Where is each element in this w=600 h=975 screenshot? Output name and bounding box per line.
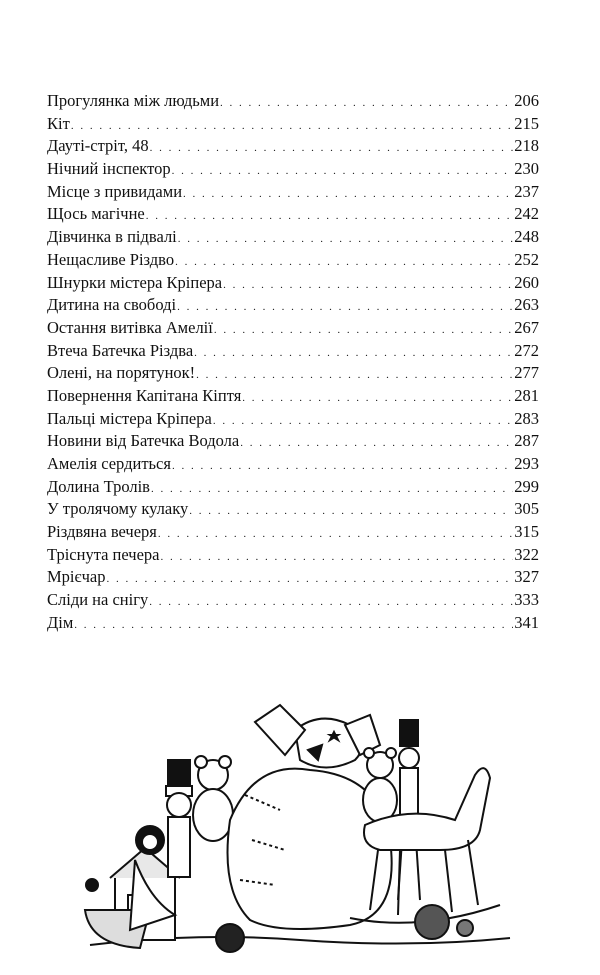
- toc-entry-title: Тріснута печера: [47, 544, 160, 564]
- toc-entry-title: Кіт: [47, 113, 70, 133]
- toc-entry[interactable]: [47, 158, 539, 181]
- toc-entry[interactable]: [47, 362, 539, 385]
- toc-entry-title: Прогулянка між людьми: [47, 91, 220, 110]
- toc-entry[interactable]: [47, 181, 539, 204]
- toc-entry-title: Новини від Батечка Водола: [47, 431, 240, 451]
- toy-pile-illustration: [80, 700, 520, 970]
- toc-leader-dots: [158, 523, 513, 546]
- toc-entry[interactable]: [47, 113, 539, 136]
- toc-leader-dots: [242, 387, 513, 410]
- toc-leader-dots: [151, 478, 513, 501]
- toc-leader-dots: [161, 546, 514, 569]
- toc-entry[interactable]: [47, 226, 539, 249]
- toc-entry-page: 281: [514, 385, 539, 405]
- toc-entry-page: 206: [514, 91, 539, 110]
- toc-entry-title: Шнурки містера Кріпера: [47, 272, 223, 292]
- toc-entry-title: Пальці містера Кріпера: [47, 408, 212, 428]
- toc-entry[interactable]: [47, 408, 539, 431]
- toc-leader-dots: [172, 455, 513, 478]
- toc-leader-dots: [213, 410, 513, 433]
- toc-entry-title: Дім: [47, 612, 74, 632]
- toc-leader-dots: [178, 228, 513, 251]
- toc-entry-title: У тролячому кулаку: [47, 499, 189, 519]
- toc-entry[interactable]: [47, 498, 539, 521]
- toc-leader-dots: [189, 500, 513, 523]
- toc-leader-dots: [214, 319, 513, 342]
- toc-entry[interactable]: [47, 135, 539, 158]
- toc-entry-title: Повернення Капітана Кіптя: [47, 385, 242, 405]
- toc-entry-page: 287: [514, 431, 539, 451]
- toc-leader-dots: [194, 342, 513, 365]
- toc-entry-page: 252: [514, 249, 539, 269]
- toc-leader-dots: [172, 160, 514, 183]
- toc-leader-dots: [220, 92, 513, 115]
- toc-entry-page: 242: [514, 204, 539, 224]
- toc-leader-dots: [223, 274, 513, 297]
- toc-entry[interactable]: [47, 430, 539, 453]
- toc-entry-title: Місце з привидами: [47, 181, 183, 201]
- toc-entry[interactable]: [47, 317, 539, 340]
- toc-leader-dots: [106, 568, 513, 591]
- toc-entry[interactable]: [47, 612, 539, 635]
- toc-entry-title: Дитина на свободі: [47, 295, 177, 315]
- toc-entry-title: Втеча Батечка Різдва: [47, 340, 194, 360]
- toc-entry-page: 267: [514, 317, 539, 337]
- toc-entry-title: Мрієчар: [47, 567, 106, 587]
- toc-entry[interactable]: [47, 385, 539, 408]
- toc-entry-page: 263: [514, 295, 539, 315]
- toc-leader-dots: [150, 137, 514, 160]
- toc-entry-title: Різдвяна вечеря: [47, 522, 157, 542]
- toc-entry-title: Дауті-стріт, 48: [47, 136, 149, 156]
- toc-entry[interactable]: [47, 544, 539, 567]
- toc-entry-title: Олені, на порятунок!: [47, 363, 196, 383]
- toc-entry-title: Долина Тролів: [47, 476, 150, 496]
- toc-entry[interactable]: [47, 521, 539, 544]
- toc-entry-page: 293: [514, 454, 539, 473]
- toc-entry[interactable]: [47, 249, 539, 272]
- toc-entry-page: 315: [514, 522, 539, 542]
- toc-entry-page: 237: [514, 181, 539, 201]
- toc-entry-page: 305: [514, 499, 539, 519]
- toc-entry[interactable]: [47, 294, 539, 317]
- toc-leader-dots: [149, 591, 513, 614]
- toc-entry-title: Нещасливе Різдво: [47, 249, 175, 269]
- toc-leader-dots: [175, 251, 513, 274]
- toc-entry-page: 283: [514, 408, 539, 428]
- toc-entry-page: 230: [514, 159, 539, 179]
- toc-leader-dots: [196, 364, 513, 387]
- toc-entry-title: Дівчинка в підвалі: [47, 227, 177, 247]
- toc-leader-dots: [177, 296, 513, 319]
- toc-entry-page: 260: [514, 272, 539, 292]
- toc-entry[interactable]: [47, 90, 539, 113]
- toc-entry[interactable]: [47, 566, 539, 589]
- toc-entry-page: 248: [514, 227, 539, 247]
- toc-entry[interactable]: [47, 340, 539, 363]
- toc-entry-title: Сліди на снігу: [47, 590, 149, 610]
- toc-entry-title: Щось магічне: [47, 204, 145, 224]
- toc-leader-dots: [240, 432, 513, 455]
- toc-entry[interactable]: [47, 589, 539, 612]
- toc-entry-page: 215: [514, 113, 539, 133]
- toc-entry-page: 333: [514, 590, 539, 610]
- toc-leader-dots: [183, 183, 513, 206]
- toc-entry-page: 272: [514, 340, 539, 360]
- toc-entry-page: 218: [514, 136, 539, 156]
- table-of-contents: [47, 90, 539, 635]
- toc-leader-dots: [146, 205, 514, 228]
- toc-entry-page: 277: [514, 363, 539, 383]
- toc-entry[interactable]: [47, 476, 539, 499]
- toc-entry-page: 299: [514, 476, 539, 496]
- toc-entry-page: 327: [514, 567, 539, 587]
- toc-entry[interactable]: [47, 272, 539, 295]
- toc-entry-page: 322: [514, 544, 539, 564]
- toc-entry-page: 341: [514, 612, 539, 632]
- toc-entry-title: Остання витівка Амелії: [47, 317, 213, 337]
- toc-leader-dots: [71, 115, 513, 138]
- toc-entry[interactable]: [47, 203, 539, 226]
- toc-leader-dots: [74, 614, 513, 637]
- toc-entry[interactable]: [47, 453, 539, 476]
- toc-entry-title: Нічний інспектор: [47, 159, 171, 179]
- toc-entry-title: Амелія сердиться: [47, 454, 171, 473]
